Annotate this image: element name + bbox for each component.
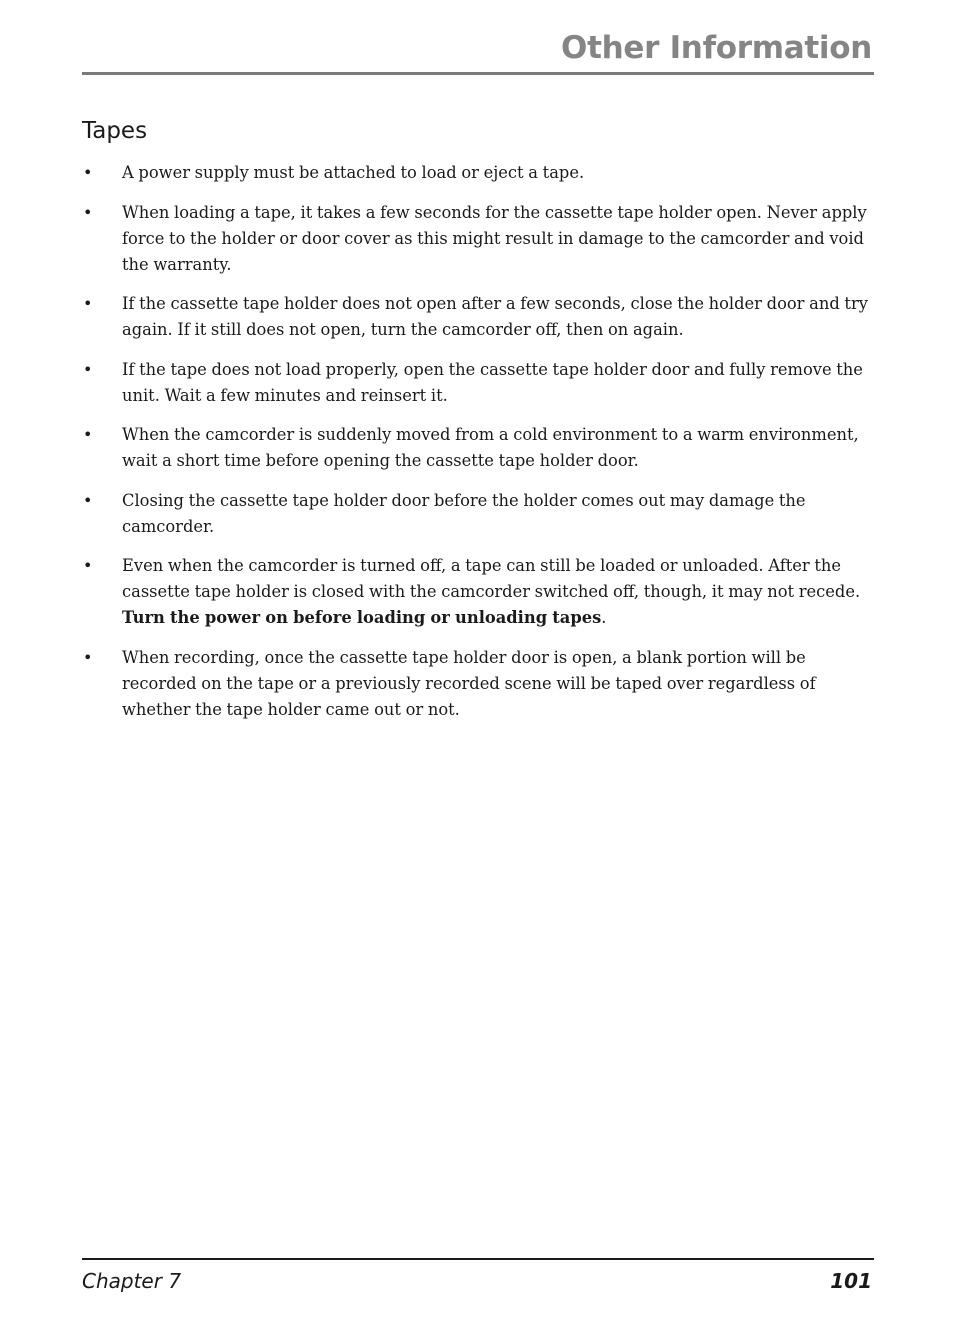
- list-item-text: If the cassette tape holder does not open after a few seconds, close the holder door and try again. If it still does not open, turn the camcorder off, then on again.: [122, 294, 868, 339]
- page-number: 101: [830, 1269, 872, 1293]
- bullet-icon: •: [83, 294, 93, 313]
- footer-chapter: Chapter 7: [82, 1269, 182, 1293]
- bullet-list: [82, 160, 874, 736]
- bullet-icon: •: [83, 425, 93, 444]
- list-item-text: When loading a tape, it takes a few seconds for the cassette tape holder open. Never apply force to the holder or door cover as this might result in damage to the camcorder and void the warranty.: [122, 202, 867, 274]
- list-item: [82, 488, 874, 540]
- list-item-text: When recording, once the cassette tape holder door is open, a blank portion will be recorded on the tape or a previously recorded scene will be taped over regardless of whether the tape holder came out or not.: [122, 647, 816, 719]
- bullet-icon: •: [83, 359, 93, 379]
- bullet-icon: •: [83, 163, 93, 182]
- bullet-icon: •: [83, 647, 93, 667]
- bullet-icon: •: [83, 202, 93, 222]
- list-item-text: Closing the cassette tape holder door before the holder comes out may damage the camcorder.: [122, 490, 806, 536]
- bullet-icon: •: [83, 490, 93, 510]
- list-item-text: When the camcorder is suddenly moved from a cold environment to a warm environment, wait a short time before opening the cassette tape holder door.: [122, 425, 859, 470]
- page-header-title: Other Information: [561, 30, 872, 66]
- list-item-text-tail: .: [601, 608, 607, 627]
- list-item-text: Even when the camcorder is turned off, a tape can still be loaded or unloaded. After the cassette tape holder is closed with the camcorder switched off, though, it may not recede.: [122, 556, 861, 601]
- list-item: [82, 553, 874, 631]
- list-item: [82, 160, 874, 186]
- bullet-icon: •: [83, 556, 93, 575]
- list-item-text: A power supply must be attached to load or eject a tape.: [122, 163, 585, 182]
- list-item: [82, 645, 874, 723]
- list-item: [82, 357, 874, 409]
- list-item: [82, 422, 874, 474]
- emphasis-text: Turn the power on before loading or unloading tapes: [122, 608, 602, 627]
- section-title: Tapes: [82, 118, 148, 144]
- header-divider: [82, 72, 874, 75]
- footer-divider: [82, 1258, 874, 1260]
- list-item: [82, 200, 874, 278]
- list-item-text: If the tape does not load properly, open the cassette tape holder door and fully remove the unit. Wait a few minutes and reinsert it.: [122, 359, 863, 405]
- list-item: [82, 291, 874, 343]
